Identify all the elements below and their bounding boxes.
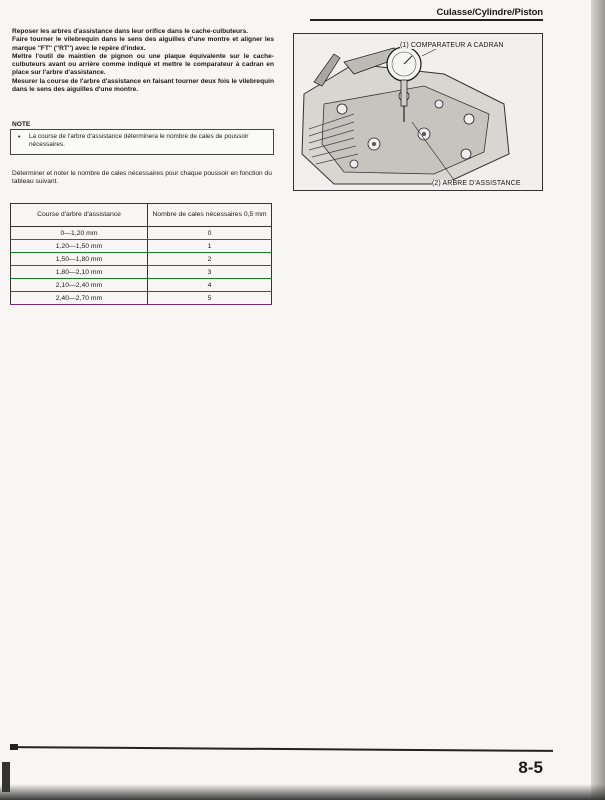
shim-count-cell: 4: [148, 279, 272, 292]
table-row: [11, 266, 272, 279]
shim-count-cell: 5: [148, 292, 272, 305]
section-title: Culasse/Cylindre/Piston: [436, 7, 543, 18]
stroke-cell: 1,80—2,10 mm: [11, 266, 148, 279]
table-row: [11, 227, 272, 240]
column-header-shims: Nombre de cales nécessaires 0,5 mm: [148, 204, 272, 227]
page-number: 8-5: [518, 758, 543, 777]
determine-text: Déterminer et noter le nombre de cales nécessaires pour chaque poussoir en fonction du tableau suivant.: [12, 170, 272, 186]
scan-shadow: [0, 784, 605, 800]
callout-dial-gauge: (1) COMPARATEUR A CADRAN: [400, 42, 504, 49]
intro-paragraph: Mettre l'outil de maintien de pignon ou une plaque équivalente sur le cache-culbuteurs avant ou arrière comme indiqué et mettre le comparateur à cadran en place sur l'arbre d'assistance.: [12, 52, 274, 77]
note-text: La course de l'arbre d'assistance déterminera le nombre de cales de poussoir nécessaires.: [29, 133, 249, 149]
intro-paragraph: Reposer les arbres d'assistance dans leur orifice dans le cache-culbuteurs.: [12, 28, 249, 35]
column-header-stroke: Course d'arbre d'assistance: [11, 204, 148, 227]
page-edge: [591, 0, 605, 800]
table-header-row: [11, 204, 272, 227]
intro-paragraph: Faire tourner le vilebrequin dans le sens des aiguilles d'une montre et aligner les marque ''FT'' (''RT'') avec le repère d'index.: [12, 36, 274, 52]
footer-divider: [10, 746, 553, 752]
callout-assist-shaft: (2) ARBRE D'ASSISTANCE: [432, 180, 521, 187]
note-label: NOTE: [12, 121, 31, 128]
note-box: [10, 129, 274, 155]
table-row: [11, 253, 272, 266]
stroke-cell: 2,10—2,40 mm: [11, 279, 148, 292]
table-row: [11, 292, 272, 305]
header-divider: [310, 19, 543, 21]
stroke-cell: 2,40—2,70 mm: [11, 292, 148, 305]
table-row: [11, 279, 272, 292]
shim-count-cell: 0: [148, 227, 272, 240]
dial-gauge-figure: [293, 33, 543, 191]
shim-table: [10, 203, 272, 305]
shim-count-cell: 3: [148, 266, 272, 279]
engine-illustration: [294, 34, 542, 190]
intro-text: [12, 28, 274, 94]
shim-count-cell: 2: [148, 253, 272, 266]
table-row: [11, 240, 272, 253]
bullet-icon: •: [18, 134, 21, 141]
shim-count-cell: 1: [148, 240, 272, 253]
scan-corner-mark: [2, 762, 10, 792]
stroke-cell: 0—1,20 mm: [11, 227, 148, 240]
stroke-cell: 1,20—1,50 mm: [11, 240, 148, 253]
intro-paragraph: Mesurer la course de l'arbre d'assistance en faisant tourner deux fois le vilebrequin dans le sens des aiguilles d'une montre.: [12, 77, 274, 94]
stroke-cell: 1,50—1,80 mm: [11, 253, 148, 266]
